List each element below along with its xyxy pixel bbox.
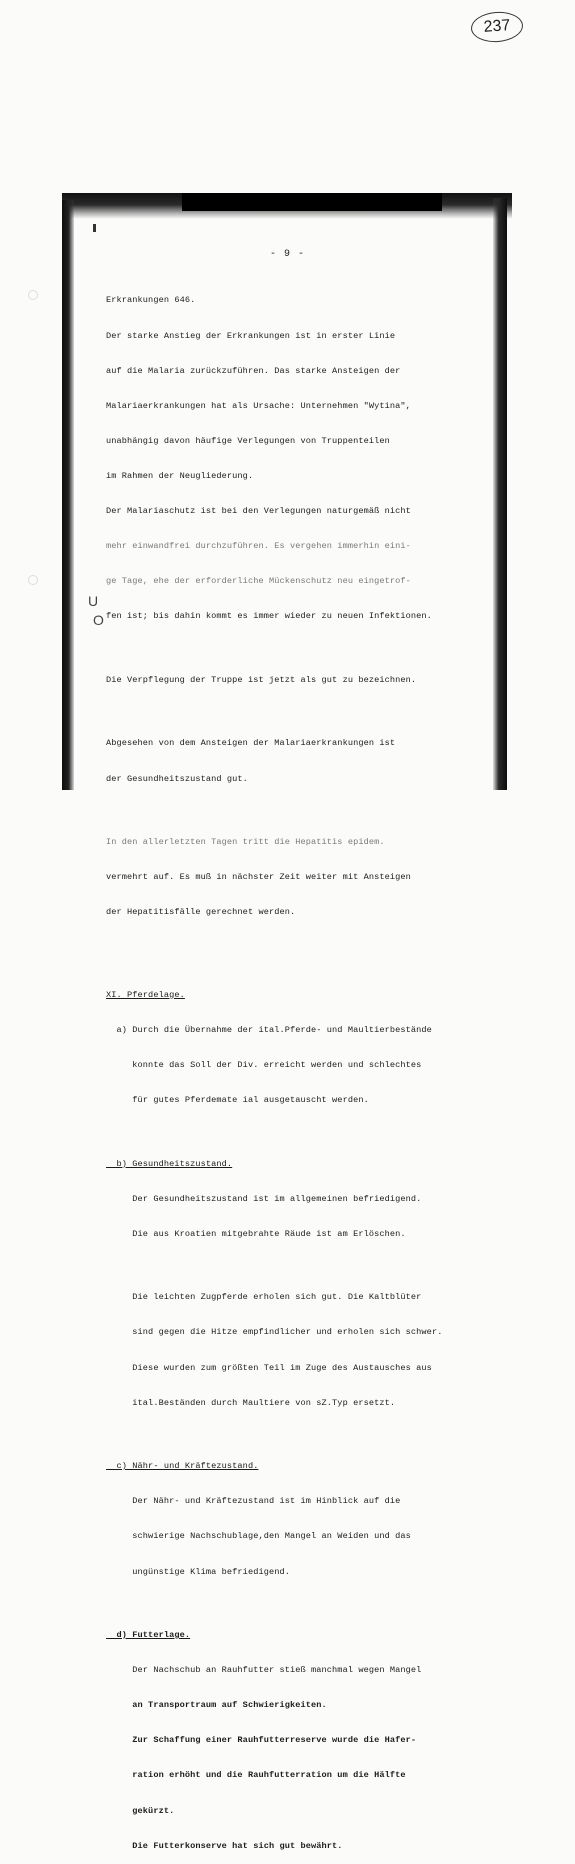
archive-page-stamp: 237 [470,10,524,44]
document-body [106,272,496,1864]
text-line: fen ist; bis dahin kommt es immer wieder zu neuen Infektionen. [106,611,432,622]
text-line: Der Nähr- und Kräftezustand ist im Hinblick auf die [106,1496,401,1507]
text-line: Die Futterkonserve hat sich gut bewährt. [106,1840,343,1851]
text-line: Zur Schaffung einer Rauhfutterreserve wurde die Hafer- [106,1735,417,1746]
text-line: ge Tage, ehe der erforderliche Mückenschutz neu eingetrof- [106,576,411,587]
text-line: Erkrankungen 646. [106,295,196,306]
text-line: schwierige Nachschublage,den Mangel an Weiden und das [106,1531,411,1542]
text-line: mehr einwandfrei durchzuführen. Es vergehen immerhin eini- [106,541,411,552]
text-line: der Hepatitisfälle gerechnet werden. [106,907,296,918]
text-line: gekürzt. [106,1805,175,1816]
text-line: Die Verpflegung der Truppe ist jetzt als gut zu bezeichnen. [106,674,417,685]
text-line: unabhängig davon häufige Verlegungen von Truppenteilen [106,435,390,446]
photocopy-left-edge [62,200,74,790]
text-line: an Transportraum auf Schwierigkeiten. [106,1700,327,1711]
text-line: Die leichten Zugpferde erholen sich gut. Die Kaltblüter [106,1292,422,1303]
text-line: Malariaerkrankungen hat als Ursache: Unternehmen "Wytina", [106,400,411,411]
subsection-heading: d) Futterlage. [106,1630,191,1641]
text-line: a) Durch die Übernahme der ital.Pferde- und Maultierbestände [106,1024,432,1035]
text-line: ital.Beständen durch Maultiere von sZ.Typ ersetzt. [106,1397,396,1408]
text-line: Der starke Anstieg der Erkrankungen ist in erster Linie [106,330,396,341]
section-heading: XI. Pferdelage. [106,989,185,1000]
margin-mark-o: O [93,612,104,628]
margin-mark-u: U [88,593,99,609]
text-line: Diese wurden zum größten Teil im Zuge des Austausches aus [106,1362,432,1373]
text-line: Der Nachschub an Rauhfutter stieß manchmal wegen Mangel [106,1665,422,1676]
text-line: im Rahmen der Neugliederung. [106,470,254,481]
text-line: auf die Malaria zurückzuführen. Das starke Ansteigen der [106,365,401,376]
text-line: für gutes Pferdemate ial ausgetauscht werden. [106,1095,369,1106]
text-line: Der Gesundheitszustand ist im allgemeinen befriedigend. [106,1193,422,1204]
text-line: konnte das Soll der Div. erreicht werden und schlechtes [106,1060,422,1070]
text-line: Die aus Kroatien mitgebrahte Räude ist am Erlöschen. [106,1228,406,1239]
text-line: Abgesehen von dem Ansteigen der Malariaerkrankungen ist [106,738,396,749]
text-line: sind gegen die Hitze empfindlicher und erholen sich schwer. [106,1327,443,1338]
text-line: ungünstige Klima befriedigend. [106,1566,290,1577]
text-line: der Gesundheitszustand gut. [106,773,248,784]
text-line: vermehrt auf. Es muß in nächster Zeit weiter mit Ansteigen [106,872,411,883]
page-number: - 9 - [269,249,305,260]
text-line: Der Malariaschutz ist bei den Verlegungen naturgemäß nicht [106,506,411,517]
punch-hole-bottom [28,575,38,585]
subsection-heading: b) Gesundheitszustand. [106,1158,233,1169]
photocopy-top-shadow [62,193,512,219]
tick-mark [93,224,96,232]
text-line: In den allerletzten Tagen tritt die Hepatitis epidem. [106,837,385,848]
subsection-heading: c) Nähr- und Kräftezustand. [106,1461,259,1472]
punch-hole-top [28,290,38,300]
text-line: ration erhöht und die Rauhfutterration um die Hälfte [106,1770,406,1781]
